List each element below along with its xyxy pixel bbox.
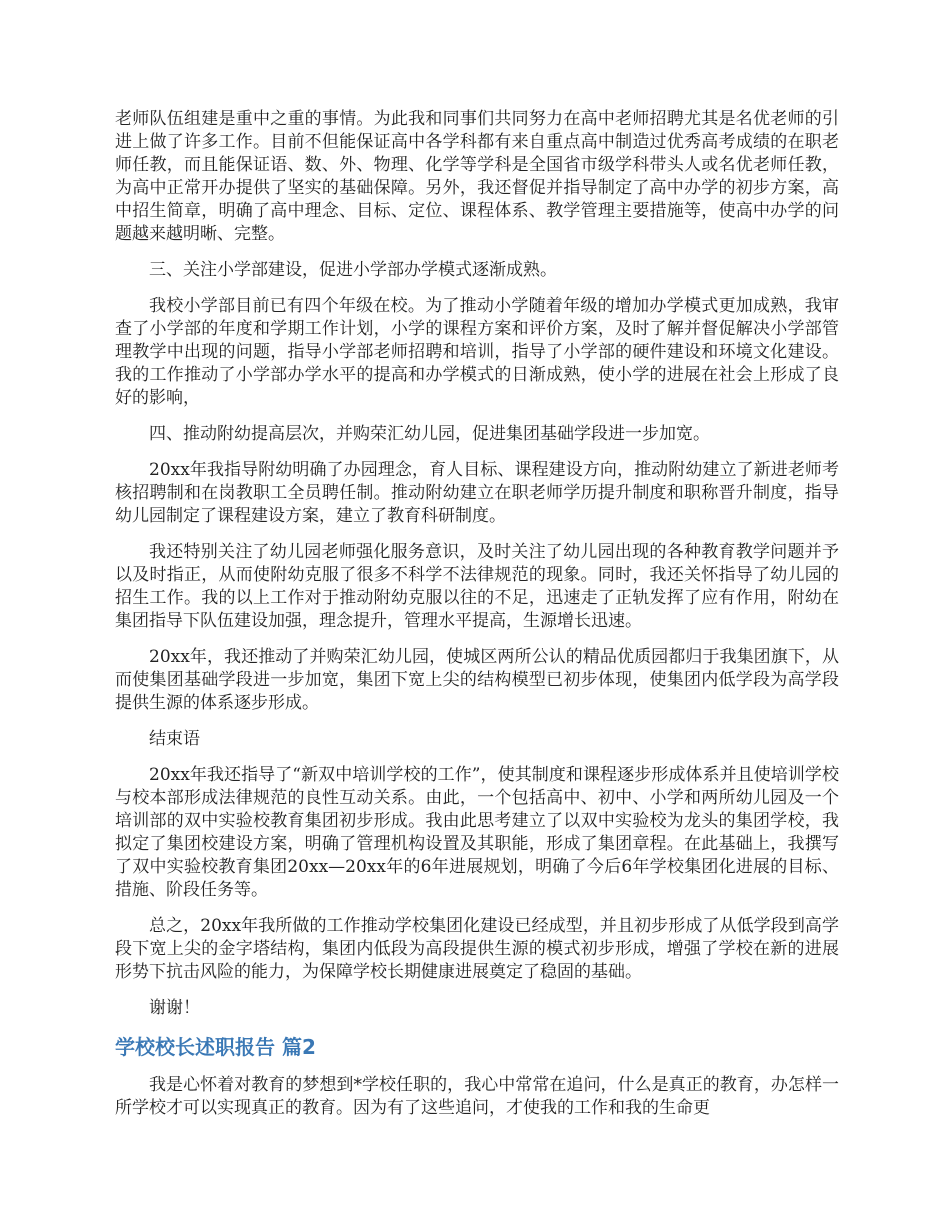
paragraph-kindergarten-service: 我还特别关注了幼儿园老师强化服务意识，及时关注了幼儿园出现的各种教育教学问题并予以及时指正，从而使附幼克服了很多不科学不法律规范的现象。同时，我还关怀指导了幼儿园的招生工作。我的以上工作对于推动附幼克服以往的不足，迅速走了正轨发挥了应有作用，附幼在集团指导下队伍建设加强，理念提升，管理水平提高，生源增长迅速。 [115, 542, 839, 631]
paragraph-section-four-title: 四、推动附幼提高层次，并购荣汇幼儿园，促进集团基础学段进一步加宽。 [149, 424, 710, 444]
paragraph-kindergarten-philosophy: 20xx年我指导附幼明确了办园理念，育人目标、课程建设方向，推动附幼建立了新进老师考核招聘制和在岗教职工全员聘任制。推动附幼建立在职老师学历提升制度和职称晋升制度，指导幼儿园制定了课程建设方案，建立了教育科研制度。 [115, 460, 839, 526]
paragraph-kindergarten-acquisition: 20xx年，我还推动了并购荣汇幼儿园，使城区两所公认的精品优质园都归于我集团旗下，从而使集团基础学段进一步加宽，集团下宽上尖的结构模型已初步体现，使集团内低学段为高学段提供生源的体系逐步形成。 [115, 647, 839, 713]
paragraph-conclusion-title: 结束语 [149, 729, 200, 749]
paragraph-thanks: 谢谢！ [149, 998, 200, 1018]
paragraph-primary-school: 我校小学部目前已有四个年级在校。为了推动小学随着年级的增加办学模式更加成熟，我审查了小学部的年度和学期工作计划，小学的课程方案和评价方案，及时了解并督促解决小学部管理教学中出现的问题，指导小学部老师招聘和培训，指导了小学部的硬件建设和环境文化建设。我的工作推动了小学部办学水平的提高和办学模式的日渐成熟，使小学的进展在社会上形成了良好的影响， [115, 296, 839, 408]
paragraph-training-school: 20xx年我还指导了“新双中培训学校的工作”，使其制度和课程逐步形成体系并且使培训学校与校本部形成法律规范的良性互动关系。由此，一个包括高中、初中、小学和两所幼儿园及一个培训部的双中实验校教育集团初步形成。我由此思考建立了以双中实验校为龙头的集团学校，我拟定了集团校建设方案，明确了管理机构设置及其职能，形成了集团章程。在此基础上，我撰写了双中实验校教育集团20xx—20xx年的6年进展规划，明确了今后6年学校集团化进展的目标、措施、阶段任务等。 [115, 765, 839, 900]
paragraph-section-three-title: 三、关注小学部建设，促进小学部办学模式逐渐成熟。 [149, 260, 557, 280]
paragraph-report-two-intro: 我是心怀着对教育的梦想到*学校任职的，我心中常常在追问，什么是真正的教育，办怎样一所学校才可以实现真正的教育。因为有了这些追问，才使我的工作和我的生命更 [115, 1075, 839, 1118]
paragraph-teacher-recruitment: 老师队伍组建是重中之重的事情。为此我和同事们共同努力在高中老师招聘尤其是名优老师的引进上做了许多工作。目前不但能保证高中各学科都有来自重点高中制造过优秀高考成绩的在职老师任教，而且能保证语、数、外、物理、化学等学科是全国省市级学科带头人或名优老师任教，为高中正常开办提供了坚实的基础保障。另外，我还督促并指导制定了高中办学的初步方案，高中招生简章，明确了高中理念、目标、定位、课程体系、教学管理主要措施等，使高中办学的问题越来越明晰、完整。 [115, 109, 839, 244]
section-heading: 学校校长述职报告 篇2 [115, 1035, 316, 1059]
paragraph-summary: 总之，20xx年我所做的工作推动学校集团化建设已经成型，并且初步形成了从低学段到高学段下宽上尖的金字塔结构，集团内低段为高段提供生源的模式初步形成，增强了学校在新的进展形势下抗击风险的能力，为保障学校长期健康进展奠定了稳固的基础。 [115, 916, 839, 982]
document-page [115, 108, 839, 1133]
